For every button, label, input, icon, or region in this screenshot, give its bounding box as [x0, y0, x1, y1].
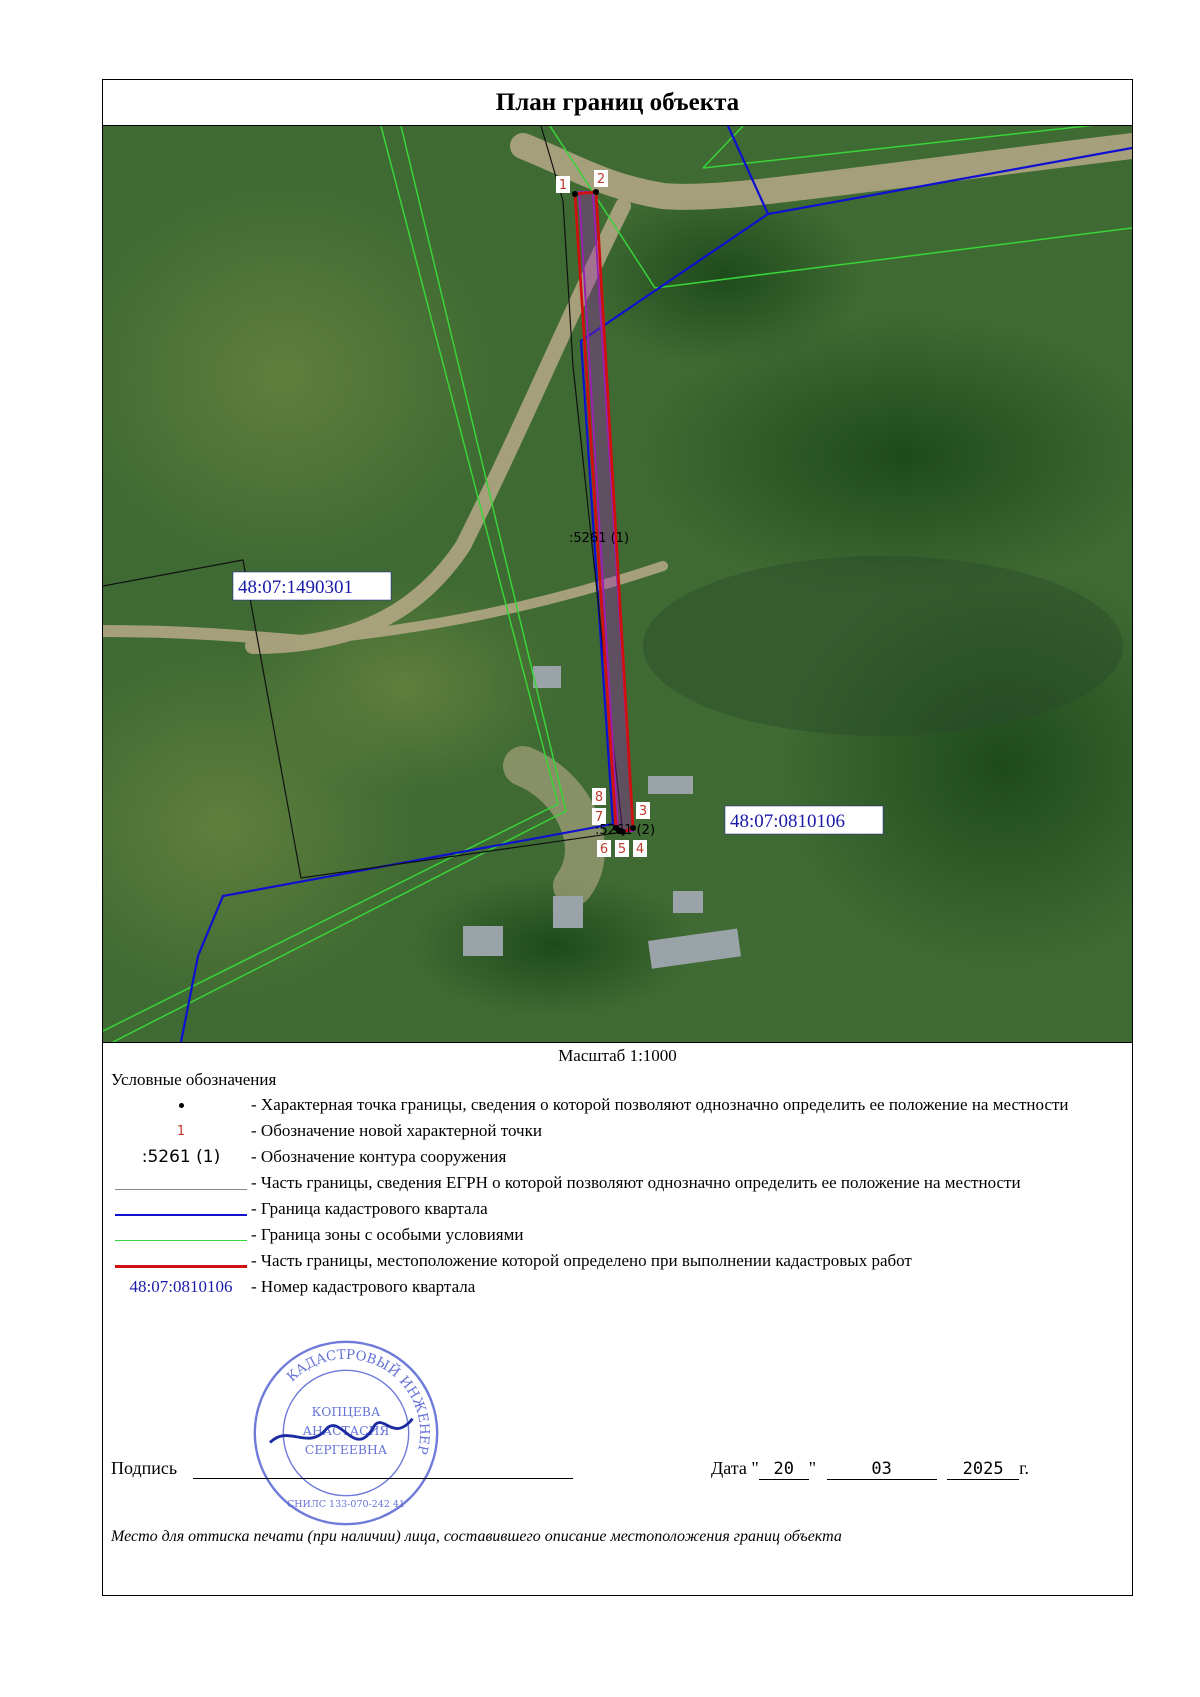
contour-label-2: :5261 (2)	[595, 823, 656, 838]
legend-text: - Часть границы, сведения ЕГРН о которой позволяют однозначно определить ее положение на местности	[251, 1173, 1021, 1192]
map-svg[interactable]	[103, 126, 1132, 1042]
signature-line[interactable]	[193, 1478, 573, 1479]
stamp-name-2: АНАСТАСИЯ	[302, 1423, 390, 1438]
legend-item-point	[111, 1094, 1126, 1116]
legend-text: - Номер кадастрового квартала	[251, 1277, 476, 1296]
legend-item-new-boundary	[111, 1250, 1126, 1272]
quarter-number-symbol: 48:07:0810106	[129, 1277, 233, 1296]
point-2	[593, 189, 599, 195]
legend-text: - Часть границы, местоположение которой определено при выполнении кадастровых работ	[251, 1251, 912, 1270]
point-label-8: 8	[594, 790, 604, 805]
point-label-4: 4	[635, 842, 645, 857]
green-line-icon	[115, 1240, 247, 1241]
point-label-6: 6	[599, 842, 609, 857]
point-label-2: 2	[596, 172, 606, 187]
legend-title: Условные обозначения	[111, 1070, 277, 1089]
stamp-ring-text: КАДАСТРОВЫЙ ИНЖЕНЕР	[284, 1347, 432, 1456]
red-line-icon	[115, 1265, 247, 1268]
stamp-id: СНИЛС 133-070-242 41	[287, 1499, 405, 1511]
legend-item-new-point	[111, 1120, 1126, 1142]
date-label: Дата "	[711, 1458, 759, 1478]
date-quote: "	[808, 1458, 817, 1478]
blue-line-icon	[115, 1214, 247, 1216]
contour-symbol: :5261 (1)	[141, 1147, 221, 1167]
date-month-field[interactable]: 03	[827, 1459, 937, 1480]
handwritten-signature	[270, 1419, 413, 1443]
signature-label: Подпись	[111, 1458, 178, 1478]
document-frame	[102, 79, 1133, 1596]
date-year-field[interactable]: 2025	[947, 1459, 1019, 1480]
stamp-place-note: Место для оттиска печати (при наличии) лица, составившего описание местоположения границ объекта	[111, 1528, 842, 1545]
legend	[111, 1094, 1126, 1302]
new-point-symbol: 1	[176, 1123, 186, 1139]
scale-label: Масштаб 1:1000	[558, 1046, 677, 1065]
quarter-label-1490301: 48:07:1490301	[238, 577, 354, 598]
legend-item-quarter-number	[111, 1276, 1126, 1298]
map-panel[interactable]	[103, 126, 1132, 1043]
date-day-field[interactable]: 20	[759, 1459, 809, 1480]
gray-line-icon	[115, 1189, 247, 1190]
quarter-label-0810106: 48:07:0810106	[730, 811, 846, 832]
stamp-name-3: СЕРГЕЕВНА	[304, 1442, 388, 1457]
date-block	[711, 1458, 1029, 1480]
legend-text: - Граница кадастрового квартала	[251, 1199, 488, 1218]
page-title: План границ объекта	[103, 80, 1132, 126]
point-label-3: 3	[638, 804, 648, 819]
legend-text: - Граница зоны с особыми условиями	[251, 1225, 524, 1244]
point-label-7: 7	[594, 810, 604, 825]
point-label-1: 1	[558, 178, 568, 193]
legend-text: - Обозначение новой характерной точки	[251, 1121, 542, 1140]
point-symbol-icon	[179, 1103, 184, 1108]
point-label-5: 5	[617, 842, 627, 857]
legend-item-egrn-line	[111, 1172, 1126, 1194]
contour-label-1: :5261 (1)	[569, 531, 630, 546]
legend-item-contour	[111, 1146, 1126, 1168]
legend-text: - Характерная точка границы, сведения о которой позволяют однозначно определить ее положение на местности	[251, 1095, 1069, 1114]
stamp-name-1: КОПЦЕВА	[311, 1404, 381, 1419]
date-year-suffix: г.	[1019, 1458, 1029, 1478]
legend-item-zone-line	[111, 1224, 1126, 1246]
point-1	[572, 191, 578, 197]
stamp-seal	[251, 1338, 441, 1528]
legend-text: - Обозначение контура сооружения	[251, 1147, 507, 1166]
legend-item-quarter-line	[111, 1198, 1126, 1220]
